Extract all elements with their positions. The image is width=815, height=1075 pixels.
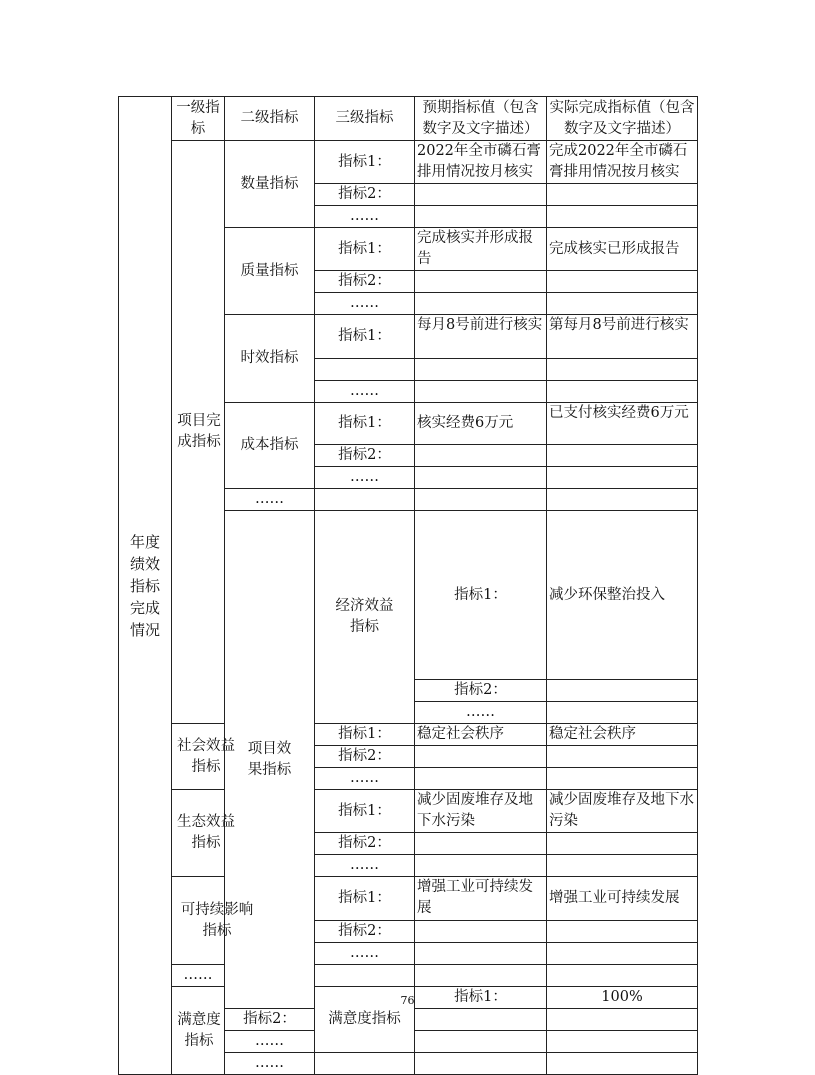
empty-cell [547,746,698,768]
indicator-2-label: 指标2： [315,833,415,855]
group-satisfaction-label: 满意度指标 [177,1011,221,1049]
ellipsis-label: …… [225,1053,315,1075]
empty-cell [547,943,698,965]
ellipsis-label: …… [225,1031,315,1053]
empty-cell [547,855,698,877]
empty-cell [315,965,415,987]
header-expected: 预期指标值（包含数字及文字描述） [415,97,547,141]
ellipsis-label: …… [315,467,415,489]
sustainable-expected: 增强工业可持续发展 [415,877,547,921]
indicator-2-label: 指标2： [315,445,415,467]
group-completion [172,141,225,724]
indicator-1-label: 指标1： [415,987,547,1009]
empty-cell [547,1031,698,1053]
empty-cell [415,271,547,293]
empty-cell [415,921,547,943]
empty-cell [415,1031,547,1053]
empty-cell [547,965,698,987]
empty-cell [415,381,547,403]
empty-cell [415,1009,547,1031]
ecological-actual: 减少固废堆存及地下水污染 [547,790,698,833]
empty-cell [547,206,698,228]
empty-cell [415,943,547,965]
quality-expected: 完成核实并形成报告 [415,228,547,271]
ellipsis-label: …… [315,855,415,877]
indicator-1-label: 指标1： [315,228,415,271]
empty-cell [547,921,698,943]
subgroup-quality: 质量指标 [225,228,315,315]
quality-actual: 完成核实已形成报告 [547,228,698,271]
social-actual: 稳定社会秩序 [547,724,698,746]
empty-cell [415,467,547,489]
empty-cell [415,206,547,228]
group-completion-label: 项目完成指标 [177,413,221,450]
empty-cell [415,965,547,987]
ellipsis-label: …… [315,943,415,965]
indicator-2-label: 指标2： [415,680,547,702]
subgroup-ecological-label: 生态效益指标 [177,814,235,851]
subgroup-social [172,724,235,790]
header-level2: 二级指标 [225,97,315,141]
indicator-2-label: 指标2： [315,746,415,768]
subgroup-ecological [172,790,235,877]
empty-cell [547,271,698,293]
empty-cell [547,489,698,511]
indicator-2-label: 指标2： [315,184,415,206]
empty-cell [547,359,698,381]
indicator-1-label: 指标1： [315,724,415,746]
empty-cell [415,855,547,877]
indicator-1-label: 指标1： [415,511,547,680]
indicator-1-label: 指标1： [315,790,415,833]
empty-cell [547,467,698,489]
empty-cell [547,1053,698,1075]
indicator-1-label: 指标1： [315,403,415,445]
ellipsis-label: …… [315,768,415,790]
section-label: 年度绩效指标完成情况 [129,532,160,639]
empty-cell [315,489,415,511]
empty-cell [415,746,547,768]
satisfaction-expected: 100% [547,987,698,1009]
header-level3: 三级指标 [315,97,415,141]
ellipsis-label: …… [315,206,415,228]
empty-cell [415,1053,547,1075]
empty-cell [547,293,698,315]
ellipsis-label: …… [315,381,415,403]
cost-expected: 核实经费6万元 [415,403,547,445]
empty-cell [415,293,547,315]
ecological-expected: 减少固废堆存及地下水污染 [415,790,547,833]
section-label-cell [119,97,172,1075]
quantity-expected: 2022年全市磷石膏排用情况按月核实 [415,141,547,184]
empty-cell [547,680,698,702]
ellipsis-label: …… [415,702,547,724]
page-number: 76 [400,994,415,1007]
subgroup-economic [315,511,415,724]
empty-cell [415,768,547,790]
ellipsis-label: …… [172,965,225,987]
empty-cell [547,445,698,467]
subgroup-cost: 成本指标 [225,403,315,489]
indicator-2-label: 指标2： [315,921,415,943]
group-effect-label: 项目效果指标 [247,740,292,778]
timeliness-actual: 第每月8号前进行核实 [547,315,698,359]
indicator-1-label: 指标1： [315,315,415,359]
timeliness-expected: 每月8号前进行核实 [415,315,547,359]
subgroup-timeliness: 时效指标 [225,315,315,403]
quantity-actual: 完成2022年全市磷石膏排用情况按月核实 [547,141,698,184]
performance-table [118,96,698,1075]
subgroup-quantity: 数量指标 [225,141,315,228]
header-level1: 一级指标 [172,97,225,141]
empty-cell [415,489,547,511]
empty-cell [415,184,547,206]
empty-cell [315,359,415,381]
subgroup-sustainable [172,877,254,965]
empty-cell [547,1009,698,1031]
empty-cell [415,833,547,855]
indicator-2-label: 指标2： [315,271,415,293]
empty-cell [415,445,547,467]
subgroup-economic-label: 经济效益指标 [335,598,394,635]
ellipsis-label: …… [315,293,415,315]
empty-cell [547,702,698,724]
social-expected: 稳定社会秩序 [415,724,547,746]
empty-cell [547,184,698,206]
empty-cell [547,381,698,403]
sustainable-actual: 增强工业可持续发展 [547,877,698,921]
subgroup-sustainable-label: 可持续影响指标 [180,901,254,939]
indicator-2-label: 指标2： [225,1009,315,1031]
empty-cell [547,768,698,790]
subgroup-social-label: 社会效益指标 [177,737,235,775]
empty-cell [547,833,698,855]
header-actual: 实际完成指标值（包含数字及文字描述） [547,97,698,141]
cost-actual: 已支付核实经费6万元 [547,403,698,445]
empty-cell [415,359,547,381]
subgroup-satisfaction: 满意度指标 [315,987,415,1053]
economic-expected: 减少环保整治投入 [547,511,698,680]
indicator-1-label: 指标1： [315,877,415,921]
ellipsis-label: …… [225,489,315,511]
indicator-1-label: 指标1： [315,141,415,184]
empty-cell [315,1053,415,1075]
